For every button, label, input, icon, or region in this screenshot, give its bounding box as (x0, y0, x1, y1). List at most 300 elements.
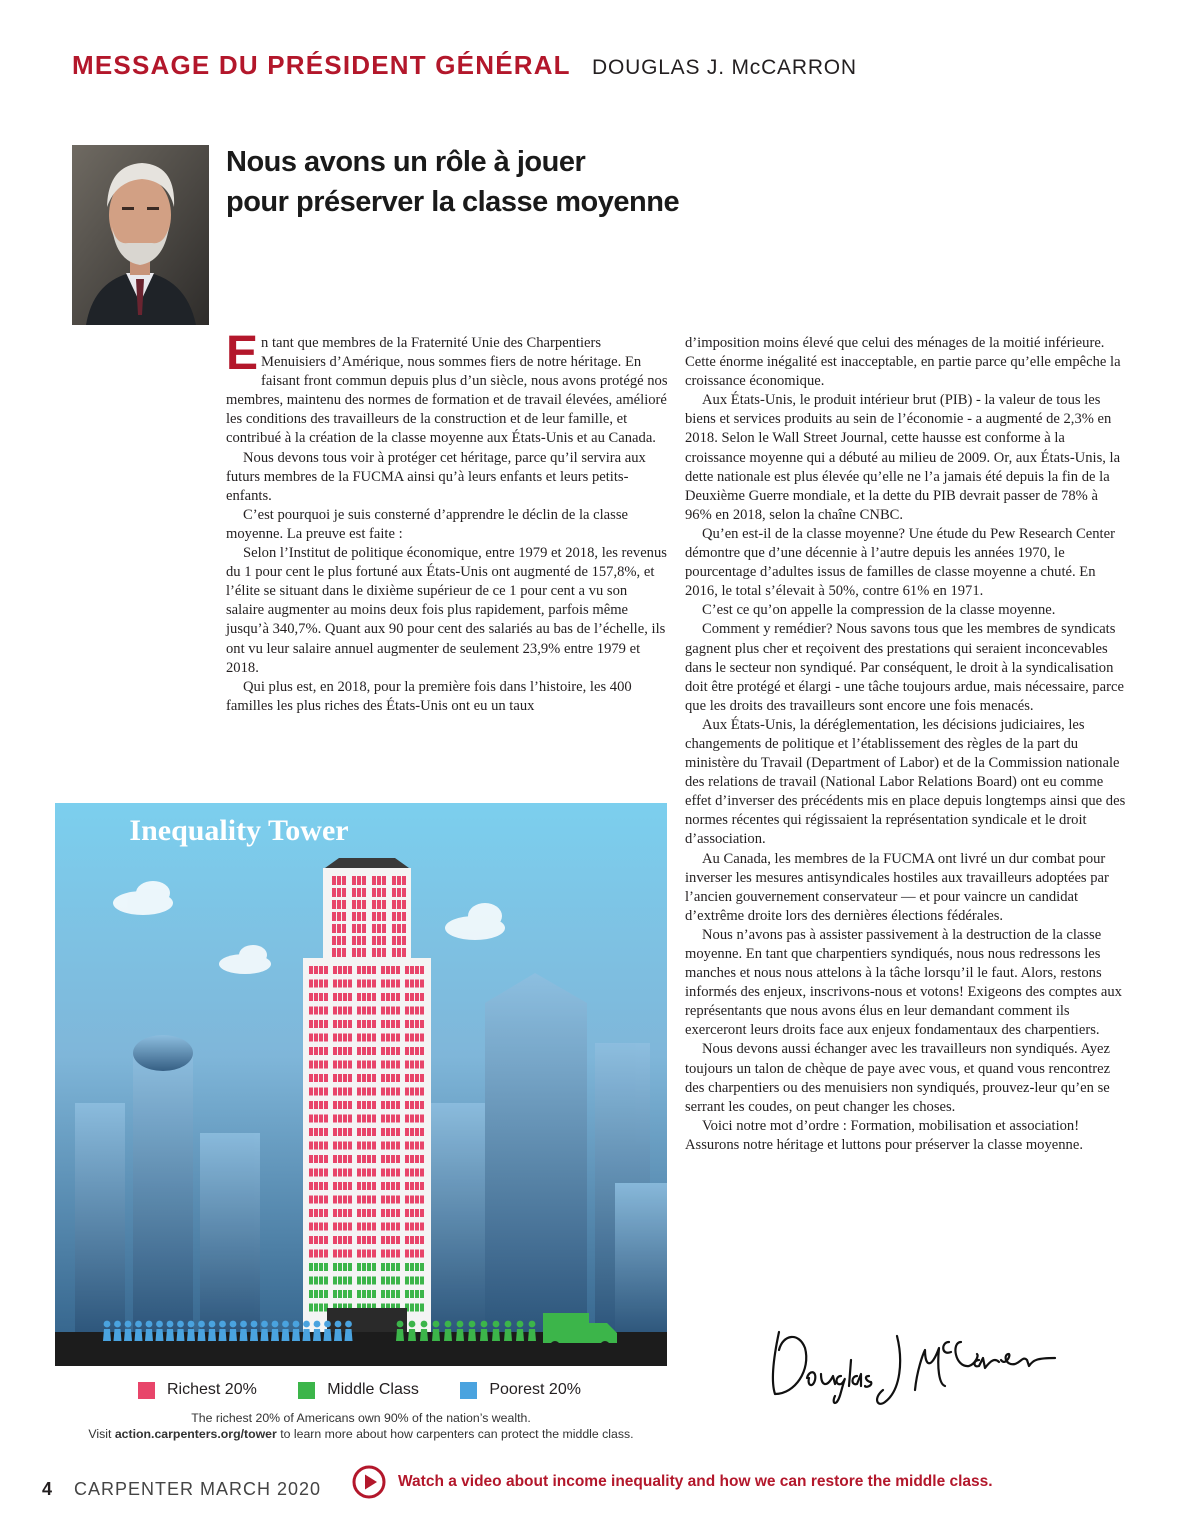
window (410, 1088, 414, 1096)
window (362, 948, 366, 957)
window (343, 1047, 347, 1055)
window (402, 912, 406, 921)
window (324, 1088, 328, 1096)
window (362, 980, 366, 988)
window (333, 1088, 337, 1096)
window (367, 1034, 371, 1042)
window (410, 1169, 414, 1177)
window (372, 1277, 376, 1285)
window (405, 1209, 409, 1217)
window (348, 1236, 352, 1244)
window (362, 1007, 366, 1015)
window (405, 1142, 409, 1150)
window (348, 1061, 352, 1069)
window (405, 1034, 409, 1042)
window (410, 1155, 414, 1163)
video-link[interactable]: Watch a video about income inequality and how we can restore the middle class. (398, 1473, 993, 1490)
window (420, 1169, 424, 1177)
window (410, 1007, 414, 1015)
window (357, 900, 361, 909)
window (420, 1236, 424, 1244)
window (405, 1236, 409, 1244)
window (309, 1047, 313, 1055)
window (386, 1142, 390, 1150)
person-icon (282, 1329, 290, 1341)
person-icon (261, 1321, 268, 1328)
window (396, 1290, 400, 1298)
window (372, 1236, 376, 1244)
window (362, 1047, 366, 1055)
window (338, 1142, 342, 1150)
window (343, 1263, 347, 1271)
window (357, 1034, 361, 1042)
window (309, 1034, 313, 1042)
window (381, 1034, 385, 1042)
window (319, 1034, 323, 1042)
window (343, 1034, 347, 1042)
window (405, 980, 409, 988)
article-paragraph: Aux États-Unis, la déréglementation, les décisions judiciaires, les changements de politique et l’établissement des règles de la part du ministère du Travail (Department of Labor) et de la Commission nationale des relations de travail (National Labor Relations Board) ont eu comme effet d’inverser des précédents mis en place depuis longtemps ainsi que des normes récentes qui régissaient la représentation syndicale et le droit d’association. (685, 716, 1126, 848)
window (396, 1047, 400, 1055)
window (333, 993, 337, 1001)
window (372, 1142, 376, 1150)
window (367, 1020, 371, 1028)
window (381, 1047, 385, 1055)
window (333, 1034, 337, 1042)
window (405, 993, 409, 1001)
person-icon (293, 1321, 300, 1328)
window (343, 1128, 347, 1136)
window (392, 900, 396, 909)
window (309, 993, 313, 1001)
window (333, 1169, 337, 1177)
window (319, 1250, 323, 1258)
window (410, 1020, 414, 1028)
window (314, 1304, 318, 1312)
window (386, 1263, 390, 1271)
window (362, 1034, 366, 1042)
window (420, 1115, 424, 1123)
window (405, 966, 409, 974)
window (377, 948, 381, 957)
window (386, 1020, 390, 1028)
window (362, 1223, 366, 1231)
window (397, 948, 401, 957)
article-column-2 (685, 334, 1128, 1155)
window (314, 1020, 318, 1028)
legend-item-poorest: Poorest 20% (460, 1381, 581, 1399)
window (381, 1182, 385, 1190)
window (405, 1263, 409, 1271)
window (391, 966, 395, 974)
window (362, 888, 366, 897)
window (367, 1169, 371, 1177)
window (381, 1196, 385, 1204)
window (348, 1263, 352, 1271)
article-paragraph: Qui plus est, en 2018, pour la première fois dans l’histoire, les 400 familles les plus riches des États-Unis ont eu un taux (226, 678, 632, 714)
window (386, 1061, 390, 1069)
window (391, 1128, 395, 1136)
window (381, 980, 385, 988)
window (319, 1115, 323, 1123)
person-icon (505, 1321, 512, 1328)
window (314, 1074, 318, 1082)
window (357, 936, 361, 945)
window (343, 993, 347, 1001)
window (333, 1223, 337, 1231)
window (372, 876, 376, 885)
person-icon (504, 1329, 512, 1341)
window (367, 1223, 371, 1231)
window (405, 1277, 409, 1285)
window (386, 1236, 390, 1244)
window (391, 1034, 395, 1042)
window (332, 936, 336, 945)
window (343, 1007, 347, 1015)
window (396, 1196, 400, 1204)
window (348, 1088, 352, 1096)
window (309, 1304, 313, 1312)
window (338, 1155, 342, 1163)
window (348, 1155, 352, 1163)
window (386, 1209, 390, 1217)
legend-swatch-red (138, 1382, 155, 1399)
window (309, 1209, 313, 1217)
window (343, 1223, 347, 1231)
window (319, 1101, 323, 1109)
window (357, 1101, 361, 1109)
window (367, 1196, 371, 1204)
illustration-title: Inequality Tower (129, 814, 349, 847)
window (415, 1263, 419, 1271)
window (324, 1074, 328, 1082)
caption-line-2: Visit action.carpenters.org/tower to learn more about how carpenters can protect the middle class. (88, 1427, 634, 1441)
person-icon (408, 1329, 416, 1341)
window (348, 1101, 352, 1109)
window (362, 1277, 366, 1285)
window (367, 1088, 371, 1096)
window (381, 1128, 385, 1136)
window (372, 1047, 376, 1055)
illustration-caption (55, 1410, 667, 1442)
window (420, 1304, 424, 1312)
window (420, 1263, 424, 1271)
window (357, 1250, 361, 1258)
window (420, 1007, 424, 1015)
window (372, 1088, 376, 1096)
article-paragraph: Qu’en est-il de la classe moyenne? Une étude du Pew Research Center démontre que d’une décennie à l’autre depuis les années 1970, le pourcentage d’adultes issus de familles de classe moyenne a chuté. En 2016, le total s’élevait à 50%, contre 61% en 1971. (685, 525, 1115, 600)
window (372, 1169, 376, 1177)
window (382, 912, 386, 921)
window (314, 1290, 318, 1298)
article-paragraph: En tant que membres de la Fraternité Unie des Charpentiers Menuisiers d’Amérique, nous sommes fiers de notre héritage. En faisant front commun depuis plus d’un siècle, nous avons protégé nos membres, maintenu des normes de formation et de travail élevées, amélioré les conditions des travailleurs de la construction et de leur famille, et contribué à la création de la classe moyenne aux États-Unis et au Canada. (226, 327, 668, 447)
window (382, 924, 386, 933)
window (372, 1182, 376, 1190)
window (372, 936, 376, 945)
window (415, 1047, 419, 1055)
person-icon (272, 1321, 279, 1328)
window (338, 966, 342, 974)
window (324, 1263, 328, 1271)
window (386, 1250, 390, 1258)
window (333, 1290, 337, 1298)
window (415, 1142, 419, 1150)
window (338, 980, 342, 988)
window (357, 948, 361, 957)
window (362, 912, 366, 921)
person-icon (156, 1329, 164, 1341)
window (410, 980, 414, 988)
window (324, 1236, 328, 1244)
window (348, 1223, 352, 1231)
window (314, 966, 318, 974)
window (372, 900, 376, 909)
window (397, 888, 401, 897)
caption-line-1: The richest 20% of Americans own 90% of the nation’s wealth. (191, 1411, 531, 1425)
window (338, 1250, 342, 1258)
window (396, 1115, 400, 1123)
window (332, 888, 336, 897)
window (348, 966, 352, 974)
window (391, 1007, 395, 1015)
window (391, 1236, 395, 1244)
window (386, 966, 390, 974)
window (420, 1142, 424, 1150)
window (338, 1169, 342, 1177)
window (319, 1290, 323, 1298)
article-paragraph: Nous devons tous voir à protéger cet héritage, parce qu’il servira aux futurs membres de la FUCMA ainsi qu’à leurs enfants et leurs petits-enfants. (226, 449, 646, 504)
person-icon (125, 1321, 132, 1328)
window (309, 1074, 313, 1082)
caption-link[interactable]: action.carpenters.org/tower (114, 1427, 277, 1441)
window (396, 1142, 400, 1150)
person-icon (480, 1329, 488, 1341)
author-name: DOUGLAS J. McCARRON (592, 56, 857, 79)
person-icon (251, 1321, 258, 1328)
person-icon (432, 1329, 440, 1341)
window (386, 1223, 390, 1231)
window (391, 1250, 395, 1258)
person-icon (145, 1329, 153, 1341)
window (381, 1088, 385, 1096)
window (415, 1115, 419, 1123)
article-paragraph: C’est ce qu’on appelle la compression de la classe moyenne. (702, 602, 1056, 619)
window (338, 1061, 342, 1069)
person-icon (345, 1321, 352, 1328)
window (343, 1061, 347, 1069)
window (338, 1236, 342, 1244)
window (420, 1101, 424, 1109)
person-icon (187, 1329, 195, 1341)
window (357, 1290, 361, 1298)
window (420, 1277, 424, 1285)
article-paragraph: Comment y remédier? Nous savons tous que les membres de syndicats gagnent plus cher et reçoivent des prestations qui seraient inconcevables dans le secteur non syndiqué. Par conséquent, le droit à la syndicalisation doit être protégé et élargi - une tâche toujours ardue, mais nécessaire, parce que les droits des travailleurs sont encore une fois menacés. (685, 621, 1124, 714)
window (309, 1182, 313, 1190)
article-paragraph: Nous devons aussi échanger avec les travailleurs non syndiqués. Ayez toujours un talon de chèque de paye avec vous, et quand vous rencontrez des charpentiers ou des menuisiers non syndiqués, prouvez-leur qu’en se serrant les coudes, on peut changer les choses. (685, 1041, 1111, 1115)
window (420, 1034, 424, 1042)
window (410, 1196, 414, 1204)
article-paragraph: Selon l’Institut de politique économique, entre 1979 et 2018, les revenus du 1 pour cent le plus fortuné aux États-Unis ont augmenté de 157,8%, et l’élite se situant dans le dixième supérieur de ce 1 pour cent a vu son salaire augmenter au moins deux fois plus rapidement, parfois même jusqu’à 340,7%. Quant aux 90 pour cent des salariés au bas de l’échelle, ils ont vu leur salaire annuel augmenter de seulement 23,9% entre 1979 et 2018. (226, 545, 667, 676)
window (410, 1277, 414, 1285)
window (319, 1196, 323, 1204)
window (314, 1182, 318, 1190)
window (309, 1277, 313, 1285)
window (372, 1250, 376, 1258)
window (319, 1304, 323, 1312)
window (319, 1061, 323, 1069)
window (396, 1236, 400, 1244)
person-icon (188, 1321, 195, 1328)
person-icon (445, 1321, 452, 1328)
window (367, 1115, 371, 1123)
window (324, 1007, 328, 1015)
article-paragraph: d’imposition moins élevé que celui des ménages de la moitié inférieure. Cette énorme inégalité est inacceptable, en partie parce qu’elle empêche la croissance économique. (685, 335, 1121, 390)
window (338, 1196, 342, 1204)
person-icon (282, 1321, 289, 1328)
window (348, 1277, 352, 1285)
window (396, 1128, 400, 1136)
window (357, 1155, 361, 1163)
window (372, 1034, 376, 1042)
window (386, 1101, 390, 1109)
window (362, 993, 366, 1001)
window (396, 1101, 400, 1109)
window (382, 948, 386, 957)
person-icon (124, 1329, 132, 1341)
window (333, 1061, 337, 1069)
window (314, 1236, 318, 1244)
window (391, 1196, 395, 1204)
window (415, 1304, 419, 1312)
window (362, 1101, 366, 1109)
window (415, 1236, 419, 1244)
article-paragraph: C’est pourquoi je suis consterné d’apprendre le déclin de la classe moyenne. La preuve est faite : (226, 506, 628, 542)
window (324, 1290, 328, 1298)
window (348, 1142, 352, 1150)
window (405, 1047, 409, 1055)
window (362, 924, 366, 933)
window (410, 1101, 414, 1109)
window (391, 1169, 395, 1177)
window (391, 1155, 395, 1163)
window (343, 1290, 347, 1298)
window (348, 1290, 352, 1298)
window (381, 1061, 385, 1069)
person-icon (528, 1329, 536, 1341)
window (415, 1128, 419, 1136)
window (367, 1250, 371, 1258)
window (396, 980, 400, 988)
window (420, 980, 424, 988)
window (357, 912, 361, 921)
window (319, 966, 323, 974)
window (362, 1236, 366, 1244)
window (405, 1250, 409, 1258)
play-icon[interactable] (352, 1465, 386, 1499)
tower-door (327, 1308, 407, 1332)
window (405, 1061, 409, 1069)
window (415, 1034, 419, 1042)
window (362, 1250, 366, 1258)
window (391, 1223, 395, 1231)
article-paragraph: Voici notre mot d’ordre : Formation, mobilisation et association! Assurons notre héritage et luttons pour préserver la classe moyenne. (685, 1117, 1083, 1153)
window (377, 900, 381, 909)
window (405, 1290, 409, 1298)
window (357, 993, 361, 1001)
window (309, 1169, 313, 1177)
window (319, 1128, 323, 1136)
window (415, 1020, 419, 1028)
person-icon (271, 1329, 279, 1341)
window (357, 1061, 361, 1069)
window (342, 900, 346, 909)
legend-item-middle: Middle Class (298, 1381, 419, 1399)
person-icon (230, 1321, 237, 1328)
window (352, 924, 356, 933)
window (348, 1020, 352, 1028)
window (386, 1088, 390, 1096)
window (343, 1101, 347, 1109)
window (342, 948, 346, 957)
window (415, 1223, 419, 1231)
person-icon (209, 1321, 216, 1328)
window (333, 1250, 337, 1258)
window (342, 888, 346, 897)
window (396, 1007, 400, 1015)
person-icon (208, 1329, 216, 1341)
window (309, 980, 313, 988)
window (314, 1061, 318, 1069)
window (342, 876, 346, 885)
inequality-tower-illustration (55, 803, 667, 1366)
person-icon (219, 1321, 226, 1328)
window (397, 936, 401, 945)
window (362, 1169, 366, 1177)
person-icon (433, 1321, 440, 1328)
window (396, 1277, 400, 1285)
window (396, 1182, 400, 1190)
window (420, 1061, 424, 1069)
window (343, 1182, 347, 1190)
window (324, 1209, 328, 1217)
window (396, 1263, 400, 1271)
window (367, 1128, 371, 1136)
window (410, 1223, 414, 1231)
window (309, 1142, 313, 1150)
window (332, 876, 336, 885)
window (319, 1236, 323, 1244)
window (410, 1142, 414, 1150)
window (372, 1074, 376, 1082)
window (333, 1277, 337, 1285)
window (362, 1182, 366, 1190)
window (362, 936, 366, 945)
people-crowd (103, 1321, 536, 1341)
window (348, 1074, 352, 1082)
window (391, 1074, 395, 1082)
window (314, 1209, 318, 1217)
window (319, 1047, 323, 1055)
window (309, 1223, 313, 1231)
window (415, 1007, 419, 1015)
window (392, 948, 396, 957)
window (386, 1196, 390, 1204)
window (333, 1115, 337, 1123)
window (333, 1020, 337, 1028)
window (386, 1128, 390, 1136)
window (402, 900, 406, 909)
window (343, 1020, 347, 1028)
